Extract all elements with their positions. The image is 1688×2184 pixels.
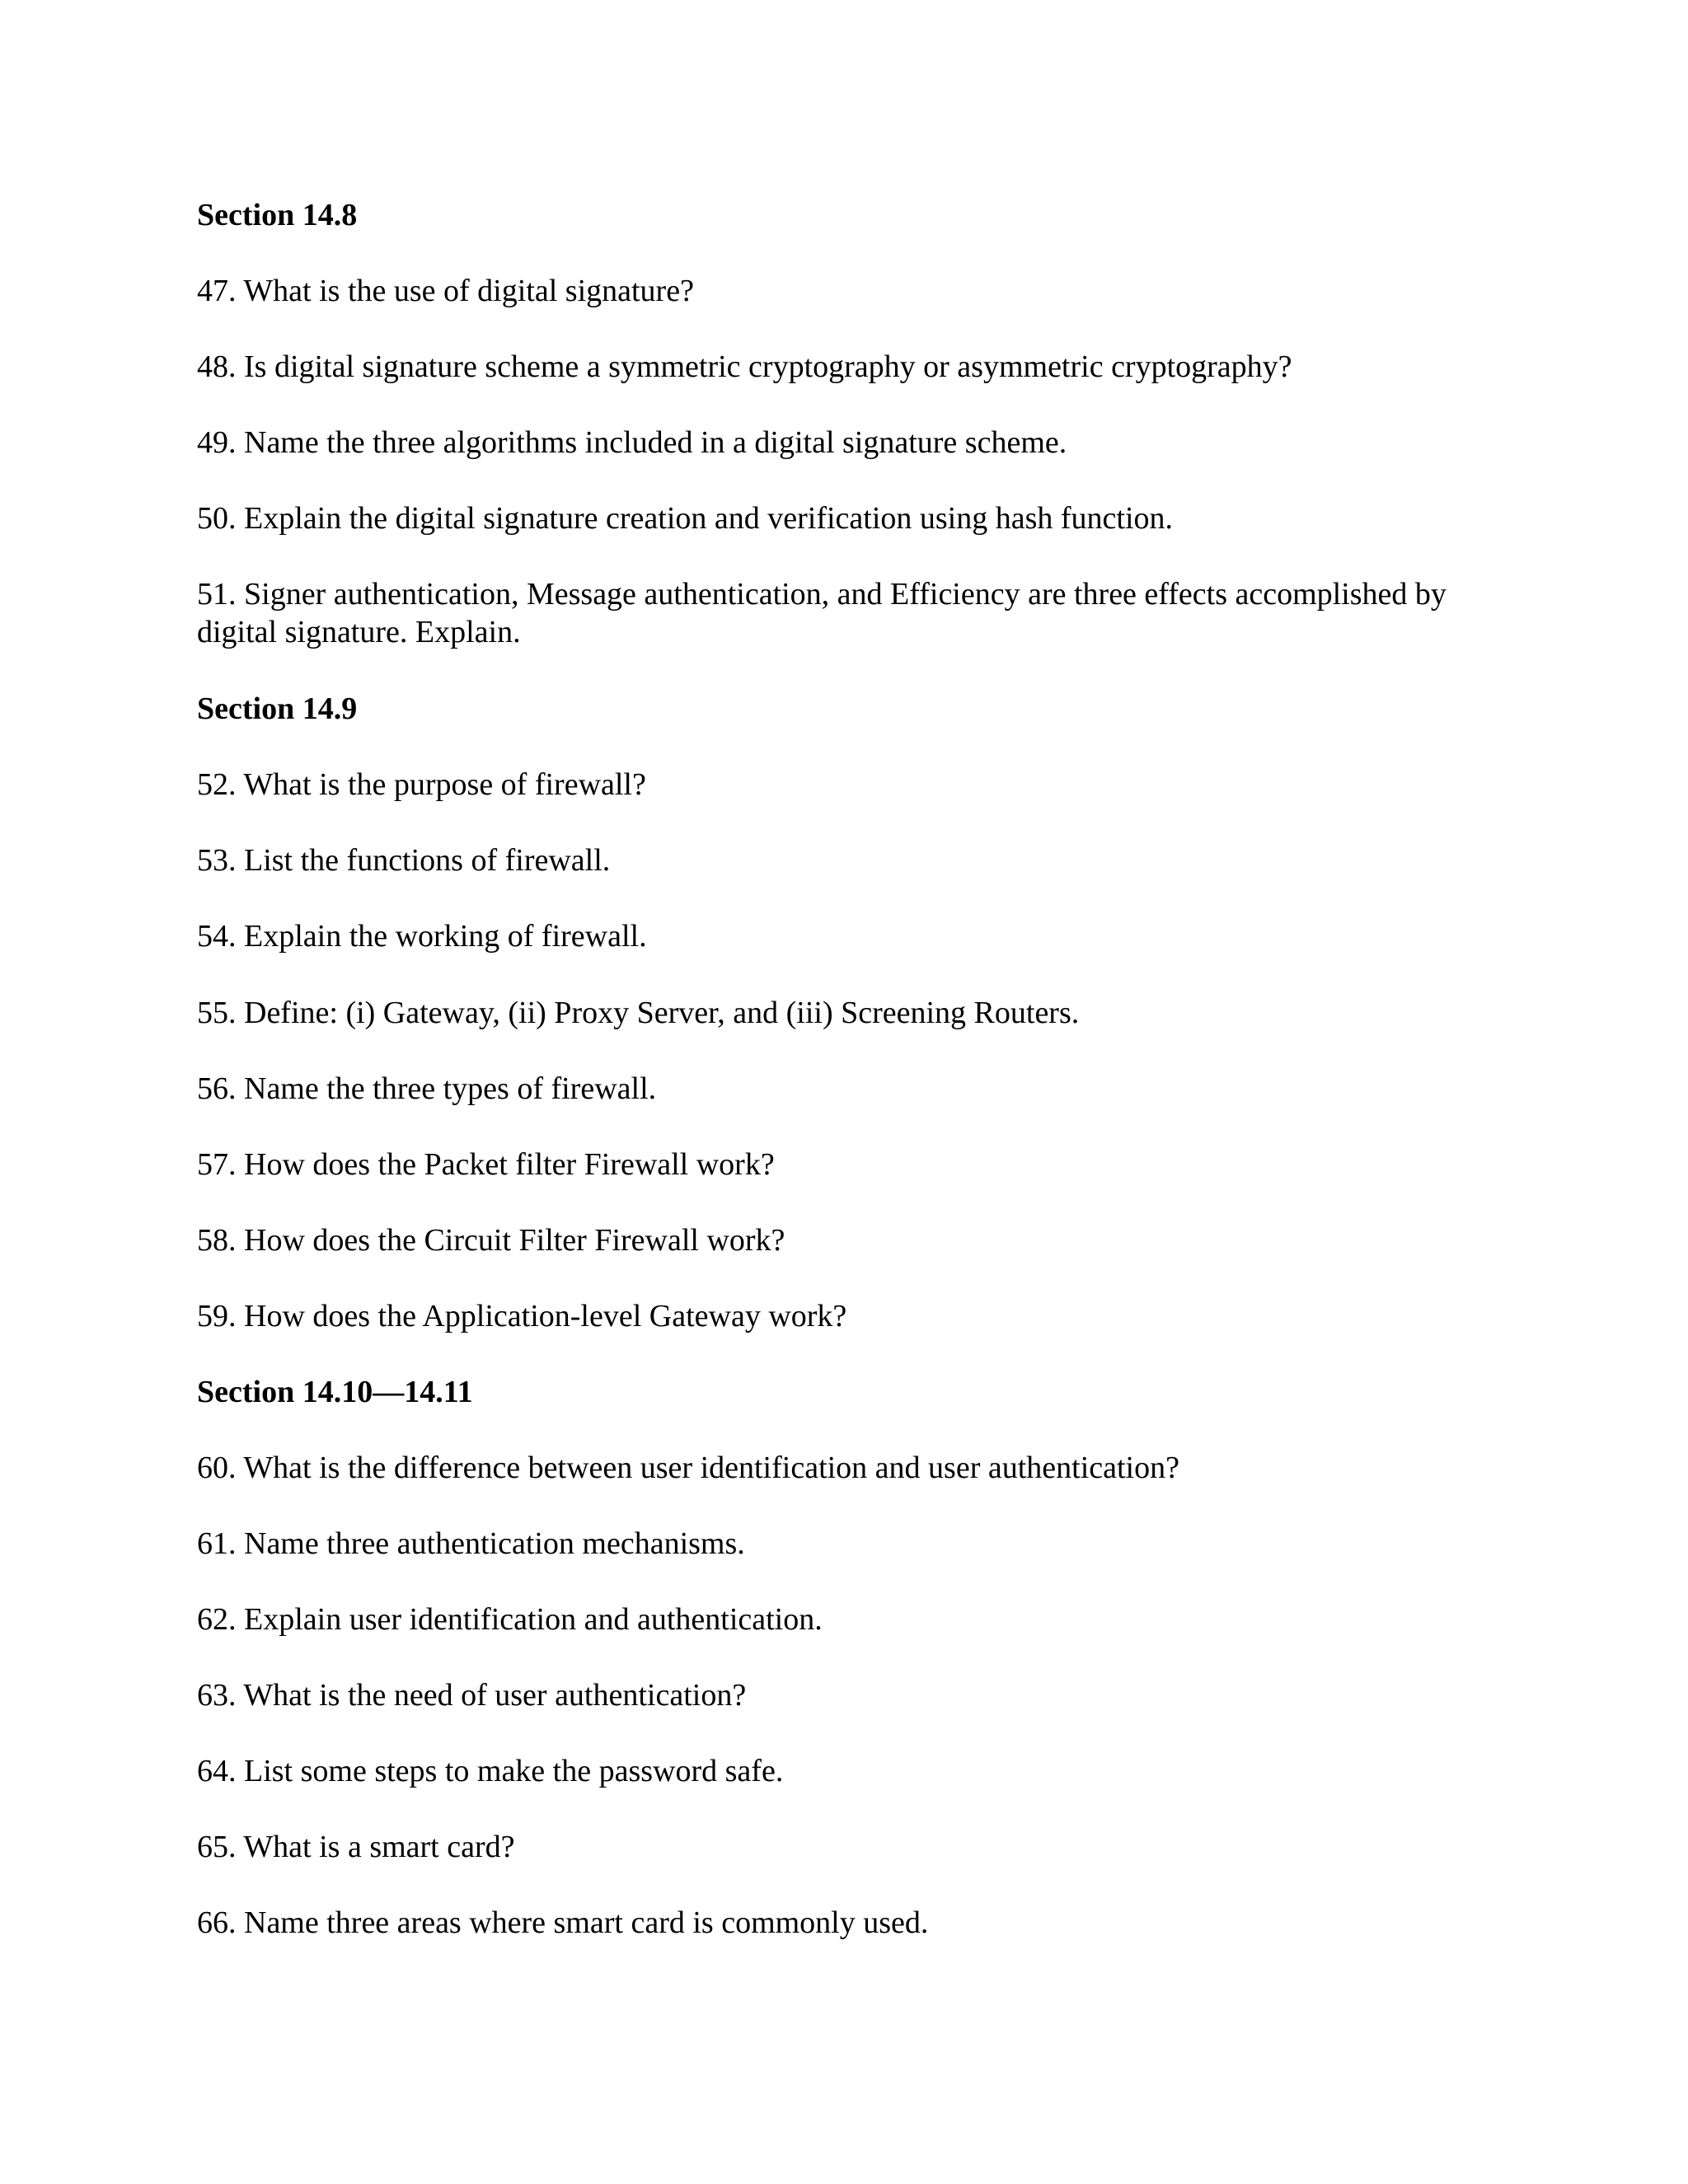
section-heading: Section 14.9 [197,691,358,726]
question-59: 59. How does the Application-level Gateway work? [197,1299,847,1333]
question-58: 58. How does the Circuit Filter Firewall work? [197,1223,785,1258]
question-55: 55. Define: (i) Gateway, (ii) Proxy Server, and (iii) Screening Routers. [197,996,1080,1030]
question-47: 47. What is the use of digital signature? [197,274,694,308]
question-66: 66. Name three areas where smart card is commonly used. [197,1905,929,1940]
question-63: 63. What is the need of user authentication? [197,1678,747,1713]
question-53: 53. List the functions of firewall. [197,843,611,878]
question-60: 60. What is the difference between user identification and user authentication? [197,1451,1179,1485]
question-54: 54. Explain the working of firewall. [197,919,647,954]
question-51: 51. Signer authentication, Message authentication, and Efficiency are three effects accomplished by digital signature. Explain. [197,577,1447,649]
question-61: 61. Name three authentication mechanisms. [197,1526,745,1561]
question-62: 62. Explain user identification and authentication. [197,1602,823,1637]
section-heading: Section 14.8 [197,198,358,232]
question-56: 56. Name the three types of firewall. [197,1071,657,1106]
section-heading: Section 14.10—14.11 [197,1375,473,1409]
question-49: 49. Name the three algorithms included in a digital signature scheme. [197,425,1067,460]
question-48: 48. Is digital signature scheme a symmetric cryptography or asymmetric cryptography? [197,349,1292,384]
question-52: 52. What is the purpose of firewall? [197,767,646,802]
question-50: 50. Explain the digital signature creation and verification using hash function. [197,501,1174,536]
question-65: 65. What is a smart card? [197,1830,515,1864]
question-57: 57. How does the Packet filter Firewall work? [197,1147,775,1182]
question-64: 64. List some steps to make the password safe. [197,1754,784,1788]
